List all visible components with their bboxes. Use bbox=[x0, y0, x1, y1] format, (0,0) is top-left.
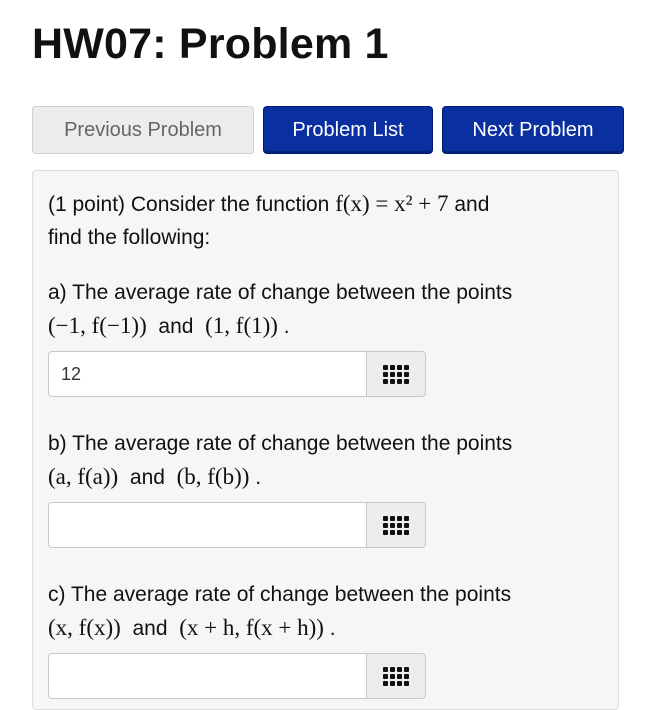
grid-icon bbox=[383, 667, 409, 686]
part-b-answer-input[interactable] bbox=[48, 502, 366, 548]
part-c-label: c) The average rate of change between the points bbox=[48, 583, 512, 606]
grid-icon bbox=[383, 516, 409, 535]
part-c-point1: (x, f(x)) bbox=[48, 615, 121, 640]
part-b-end: . bbox=[255, 466, 262, 489]
page-title: HW07: Problem 1 bbox=[32, 20, 389, 68]
part-c-palette-button[interactable] bbox=[366, 653, 426, 699]
part-a-connector: and bbox=[158, 315, 194, 338]
part-b-answer-row bbox=[48, 502, 603, 548]
part-b-point1: (a, f(a)) bbox=[48, 464, 119, 489]
function-expression: f(x) = x² + 7 bbox=[335, 191, 449, 216]
intro-tail: find the following: bbox=[48, 226, 211, 249]
part-a-question bbox=[48, 276, 603, 343]
part-b-palette-button[interactable] bbox=[366, 502, 426, 548]
part-c-end: . bbox=[329, 617, 336, 640]
problem-body bbox=[32, 170, 619, 710]
part-a-point1: (−1, f(−1)) bbox=[48, 313, 147, 338]
part-a-palette-button[interactable] bbox=[366, 351, 426, 397]
problem-list-button[interactable]: Problem List bbox=[263, 106, 433, 154]
part-c-connector: and bbox=[132, 617, 168, 640]
previous-problem-button[interactable]: Previous Problem bbox=[32, 106, 254, 154]
intro-text: Consider the function bbox=[130, 193, 330, 216]
part-a-end: . bbox=[283, 315, 290, 338]
next-problem-button[interactable]: Next Problem bbox=[442, 106, 624, 154]
problem-intro bbox=[48, 187, 603, 254]
part-a-answer-input[interactable] bbox=[48, 351, 366, 397]
part-c-point2: (x + h, f(x + h)) bbox=[179, 615, 324, 640]
part-b-connector: and bbox=[129, 466, 165, 489]
part-c-answer-input[interactable] bbox=[48, 653, 366, 699]
part-a-answer-row bbox=[48, 351, 603, 397]
grid-icon bbox=[383, 365, 409, 384]
points-label: (1 point) bbox=[48, 193, 126, 216]
part-b-question bbox=[48, 427, 603, 494]
part-b-label: b) The average rate of change between the points bbox=[48, 432, 513, 455]
part-a-label: a) The average rate of change between the points bbox=[48, 281, 513, 304]
part-c-answer-row bbox=[48, 653, 603, 699]
intro-and: and bbox=[454, 193, 490, 216]
problem-nav bbox=[32, 106, 624, 154]
part-a-point2: (1, f(1)) bbox=[205, 313, 278, 338]
part-b-point2: (b, f(b)) bbox=[176, 464, 250, 489]
part-c-question bbox=[48, 578, 603, 645]
